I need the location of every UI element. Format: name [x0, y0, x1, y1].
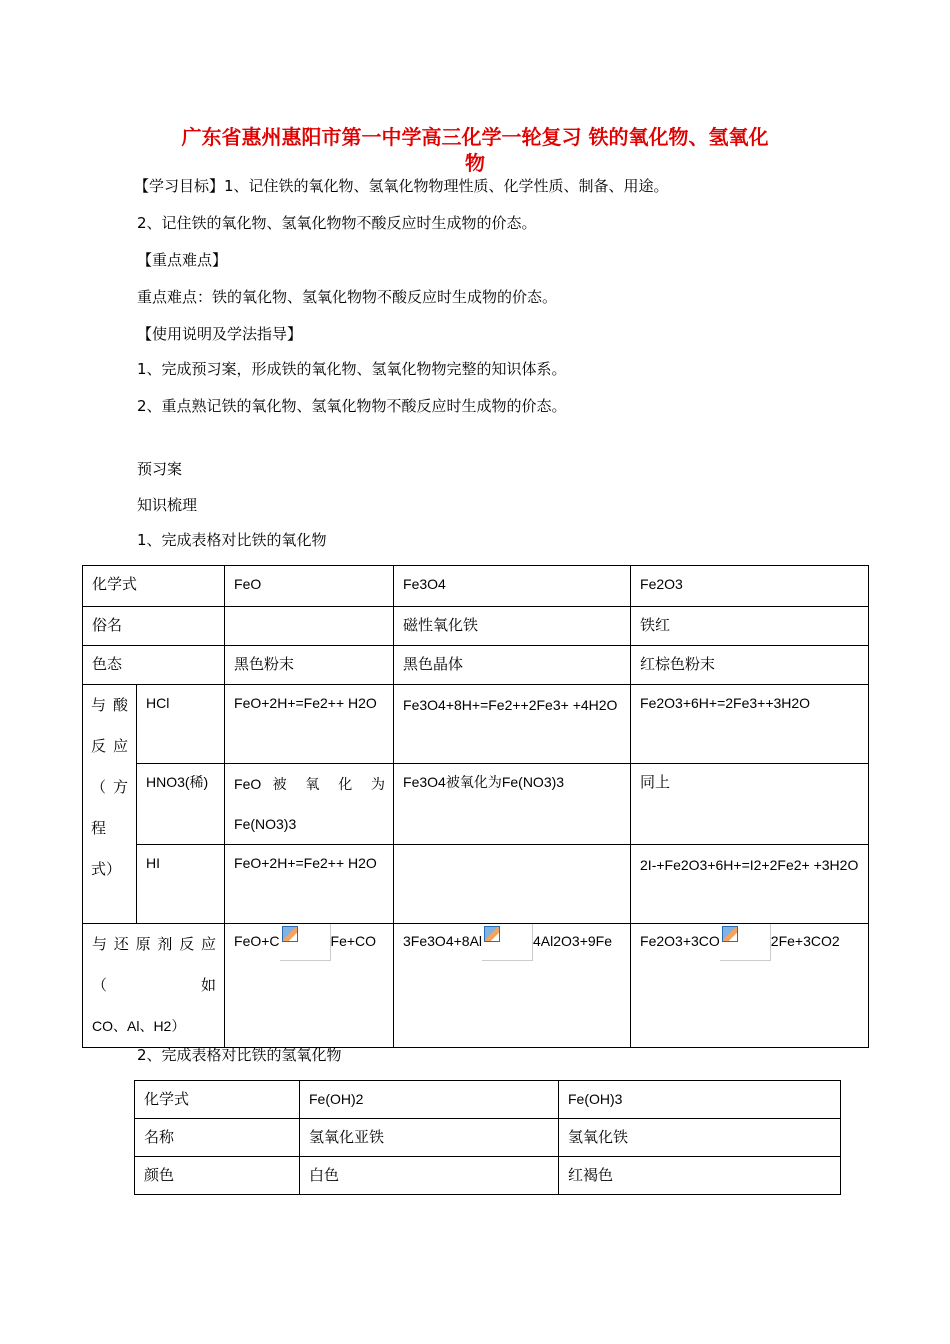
acid-label-line: （方 [91, 778, 128, 796]
formula-cell: Fe3O4 [394, 566, 631, 607]
equation-right: Fe+CO [330, 933, 377, 950]
document-title [130, 124, 820, 176]
acid-label-line: 式） [91, 860, 122, 878]
formula-cell: Fe2O3 [631, 566, 869, 607]
color-cell: 黑色粉末 [225, 646, 394, 685]
reaction-cell: FeO 被 氧 化 为 Fe(NO3)3 [225, 764, 394, 845]
common-name-cell: 磁性氧化铁 [394, 607, 631, 646]
acid-name: HCl [137, 685, 225, 764]
learning-goal-1: 【学习目标】1、记住铁的氧化物、氢氧化物物理性质、化学性质、制备、用途。 [134, 177, 669, 195]
usage-item-1: 1、完成预习案，形成铁的氧化物、氢氧化物物完整的知识体系。 [137, 360, 567, 378]
learning-goal-2: 2、记住铁的氧化物、氢氧化物物不酸反应时生成物的价态。 [137, 214, 537, 232]
key-points-heading: 【重点难点】 [137, 251, 228, 269]
equation-right: 4Al2O3+9Fe [533, 933, 613, 950]
reducer-label-line: （如 [92, 976, 217, 994]
title-line-2: 物 [465, 151, 485, 175]
reducer-label-line: 与还原剂反应 [92, 935, 217, 953]
color-label: 颜色 [135, 1157, 300, 1195]
reduction-cell [631, 924, 869, 1048]
key-points-text: 重点难点：铁的氧化物、氢氧化物物不酸反应时生成物的价态。 [137, 288, 558, 306]
reaction-cell: FeO+2H+=Fe2++ H2O [225, 845, 394, 924]
table-row [83, 845, 869, 924]
table-row [135, 1119, 841, 1157]
reaction-cell: FeO+2H+=Fe2++ H2O [225, 685, 394, 764]
name-cell: 氢氧化铁 [559, 1119, 841, 1157]
table-row [83, 646, 869, 685]
usage-item-2: 2、重点熟记铁的氧化物、氢氧化物物不酸反应时生成物的价态。 [137, 397, 567, 415]
color-label: 色态 [83, 646, 225, 685]
knowledge-heading: 知识梳理 [137, 496, 198, 514]
reduction-cell [225, 924, 394, 1048]
acid-label-line: 反应 [91, 737, 128, 755]
iron-oxides-table [82, 565, 869, 1048]
formula-cell: FeO [225, 566, 394, 607]
preview-heading: 预习案 [137, 460, 183, 478]
reaction-cell: Fe3O4被氧化为Fe(NO3)3 [394, 764, 631, 845]
acid-label-line: 程 [91, 819, 107, 837]
table1-intro: 1、完成表格对比铁的氧化物 [137, 531, 327, 549]
table-row [83, 607, 869, 646]
table-row [83, 566, 869, 607]
iron-hydroxides-table [134, 1080, 841, 1195]
reaction-cell: 同上 [631, 764, 869, 845]
usage-heading: 【使用说明及学法指导】 [137, 325, 303, 343]
table2-intro: 2、完成表格对比铁的氢氧化物 [137, 1046, 342, 1064]
color-cell: 白色 [300, 1157, 559, 1195]
common-name-label: 俗名 [83, 607, 225, 646]
color-cell: 红棕色粉末 [631, 646, 869, 685]
common-name-cell [225, 607, 394, 646]
equation-left: 3Fe3O4+8Al [403, 933, 483, 950]
acid-reaction-label [83, 685, 137, 924]
table-row [135, 1081, 841, 1119]
equation-left: Fe2O3+3CO [640, 933, 720, 950]
reaction-cell [394, 845, 631, 924]
title-line-1: 广东省惠州惠阳市第一中学高三化学一轮复习 铁的氧化物、氢氧化 [181, 125, 769, 149]
equation-left: FeO+C [234, 933, 280, 950]
formula-cell: Fe(OH)3 [559, 1081, 841, 1119]
common-name-cell: 铁红 [631, 607, 869, 646]
acid-name: HI [137, 845, 225, 924]
broken-image-icon [280, 924, 331, 961]
reaction-cell: 2I-+Fe2O3+6H+=I2+2Fe2+ +3H2O [631, 845, 869, 924]
reducer-label-line: CO、Al、H2） [92, 1018, 186, 1034]
acid-name: HNO3(稀) [137, 764, 225, 845]
formula-label: 化学式 [135, 1081, 300, 1119]
table-row [135, 1157, 841, 1195]
broken-image-icon [720, 924, 771, 961]
table-row [83, 764, 869, 845]
reaction-cell: Fe2O3+6H+=2Fe3++3H2O [631, 685, 869, 764]
table-row [83, 685, 869, 764]
acid-label-line: 与酸 [91, 696, 128, 714]
name-cell: 氢氧化亚铁 [300, 1119, 559, 1157]
color-cell: 黑色晶体 [394, 646, 631, 685]
table-row [83, 924, 869, 1048]
reaction-cell: Fe3O4+8H+=Fe2++2Fe3+ +4H2O [394, 685, 631, 764]
formula-cell: Fe(OH)2 [300, 1081, 559, 1119]
reduction-cell [394, 924, 631, 1048]
equation-right: 2Fe+3CO2 [770, 933, 840, 950]
color-cell: 红褐色 [559, 1157, 841, 1195]
broken-image-icon [482, 924, 533, 961]
name-label: 名称 [135, 1119, 300, 1157]
formula-label: 化学式 [83, 566, 225, 607]
reducer-reaction-label [83, 924, 225, 1048]
